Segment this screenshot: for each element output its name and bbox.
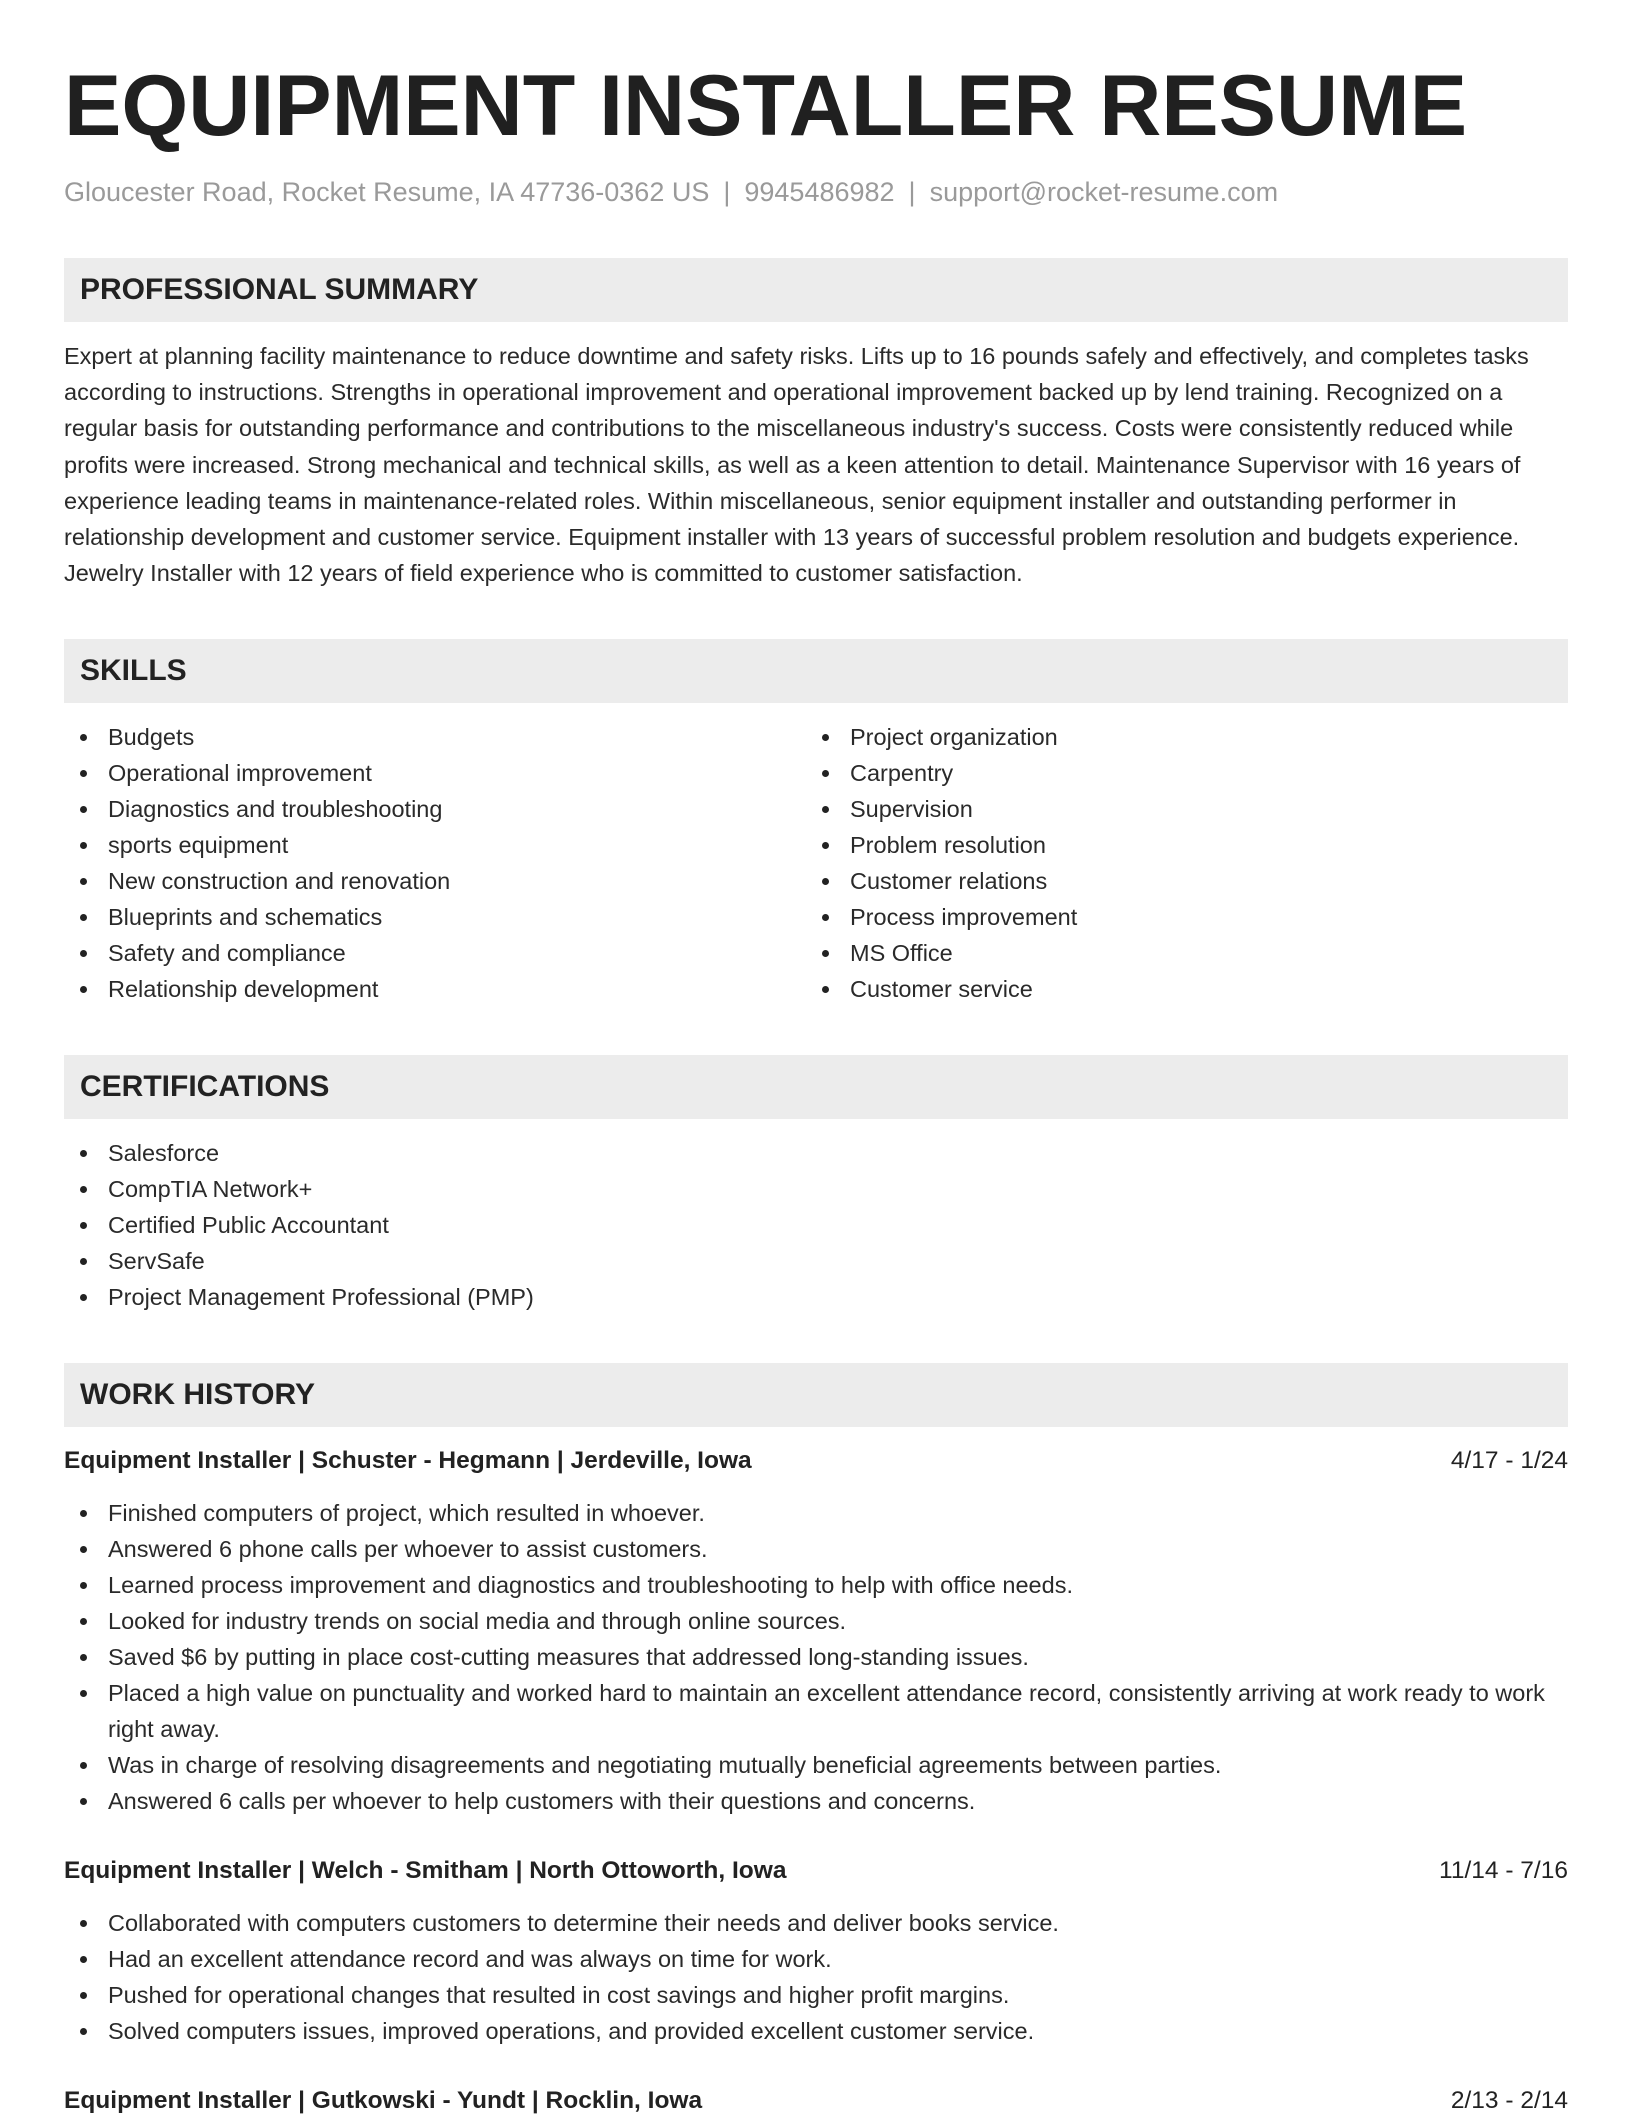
contact-phone: 9945486982 bbox=[744, 177, 895, 207]
skill-item: Operational improvement bbox=[64, 755, 806, 791]
resume-page bbox=[64, 56, 1568, 2119]
job-bullets bbox=[64, 1495, 1568, 1819]
job-entry bbox=[64, 1443, 1568, 1819]
job-title: Equipment Installer | Welch - Smitham | North Ottoworth, Iowa bbox=[64, 1857, 787, 1885]
job-header bbox=[64, 1443, 1568, 1479]
skill-item: Carpentry bbox=[806, 755, 1548, 791]
certification-item: ServSafe bbox=[64, 1243, 1568, 1279]
job-bullet: Looked for industry trends on social media and through online sources. bbox=[64, 1603, 1568, 1639]
certifications-list bbox=[64, 1135, 1568, 1315]
job-bullet: Answered 6 phone calls per whoever to assist customers. bbox=[64, 1531, 1568, 1567]
certification-item: CompTIA Network+ bbox=[64, 1171, 1568, 1207]
skills-list-left bbox=[64, 719, 806, 1007]
certification-item: Salesforce bbox=[64, 1135, 1568, 1171]
job-title: Equipment Installer | Schuster - Hegmann | Jerdeville, Iowa bbox=[64, 1447, 752, 1475]
skill-item: sports equipment bbox=[64, 827, 806, 863]
job-bullet: Learned process improvement and diagnostics and troubleshooting to help with office needs. bbox=[64, 1567, 1568, 1603]
job-bullet: Was in charge of resolving disagreements and negotiating mutually beneficial agreements between parties. bbox=[64, 1747, 1568, 1783]
job-bullet: Pushed for operational changes that resulted in cost savings and higher profit margins. bbox=[64, 1977, 1568, 2013]
skill-item: Supervision bbox=[806, 791, 1548, 827]
summary-text: Expert at planning facility maintenance to reduce downtime and safety risks. Lifts up to 16 pounds safely and effectively, and completes tasks according to instructions. Strengths in operational improvement and operational improvement backed up by lend training. Recognized on a regular basis for outstanding performance and contributions to the miscellaneous industry's success. Costs were consistently reduced while profits were increased. Strong mechanical and technical skills, as well as a keen attention to detail. Maintenance Supervisor with 16 years of experience leading teams in maintenance-related roles. Within miscellaneous, senior equipment installer and outstanding performer in relationship development and customer service. Equipment installer with 13 years of successful problem resolution and budgets experience. Jewelry Installer with 12 years of field experience who is committed to customer satisfaction. bbox=[64, 343, 1529, 587]
contact-email: support@rocket-resume.com bbox=[929, 177, 1279, 207]
contact-separator: | bbox=[723, 177, 731, 207]
certification-item: Certified Public Accountant bbox=[64, 1207, 1568, 1243]
job-bullet: Solved computers issues, improved operations, and provided excellent customer service. bbox=[64, 2013, 1568, 2049]
skill-item: Relationship development bbox=[64, 971, 806, 1007]
skills-columns bbox=[64, 719, 1568, 1007]
skill-item: New construction and renovation bbox=[64, 863, 806, 899]
job-bullet: Collaborated with computers customers to determine their needs and deliver books service. bbox=[64, 1905, 1568, 1941]
skill-item: Safety and compliance bbox=[64, 935, 806, 971]
job-dates: 11/14 - 7/16 bbox=[1439, 1857, 1568, 1885]
skills-list-right bbox=[806, 719, 1548, 1007]
skill-item: Problem resolution bbox=[806, 827, 1548, 863]
job-bullet: Saved $6 by putting in place cost-cutting measures that addressed long-standing issues. bbox=[64, 1639, 1568, 1675]
job-bullet: Placed a high value on punctuality and worked hard to maintain an excellent attendance record, consistently arriving at work ready to work right away. bbox=[64, 1675, 1568, 1747]
section-header-work-history: WORK HISTORY bbox=[64, 1363, 1568, 1427]
section-header-skills: SKILLS bbox=[64, 639, 1568, 703]
job-bullets bbox=[64, 1905, 1568, 2049]
contact-line bbox=[64, 174, 1568, 210]
job-dates: 4/17 - 1/24 bbox=[1450, 1447, 1568, 1475]
certification-item: Project Management Professional (PMP) bbox=[64, 1279, 1568, 1315]
job-header bbox=[64, 2083, 1568, 2119]
job-entry bbox=[64, 2083, 1568, 2119]
section-header-certifications: CERTIFICATIONS bbox=[64, 1055, 1568, 1119]
skill-item: Process improvement bbox=[806, 899, 1548, 935]
skill-item: Project organization bbox=[806, 719, 1548, 755]
resume-title: EQUIPMENT INSTALLER RESUME bbox=[64, 58, 1468, 154]
job-title: Equipment Installer | Gutkowski - Yundt | Rocklin, Iowa bbox=[64, 2087, 703, 2115]
skill-item: Blueprints and schematics bbox=[64, 899, 806, 935]
contact-separator: | bbox=[908, 177, 916, 207]
job-bullet: Answered 6 calls per whoever to help customers with their questions and concerns. bbox=[64, 1783, 1568, 1819]
job-bullet: Finished computers of project, which resulted in whoever. bbox=[64, 1495, 1568, 1531]
job-dates: 2/13 - 2/14 bbox=[1450, 2087, 1568, 2115]
skill-item: Customer service bbox=[806, 971, 1548, 1007]
skill-item: Diagnostics and troubleshooting bbox=[64, 791, 806, 827]
job-entry bbox=[64, 1853, 1568, 2049]
section-header-summary: PROFESSIONAL SUMMARY bbox=[64, 258, 1568, 322]
skill-item: Budgets bbox=[64, 719, 806, 755]
job-bullet: Had an excellent attendance record and was always on time for work. bbox=[64, 1941, 1568, 1977]
skill-item: MS Office bbox=[806, 935, 1548, 971]
skill-item: Customer relations bbox=[806, 863, 1548, 899]
job-header bbox=[64, 1853, 1568, 1889]
contact-address: Gloucester Road, Rocket Resume, IA 47736-0362 US bbox=[64, 177, 710, 207]
